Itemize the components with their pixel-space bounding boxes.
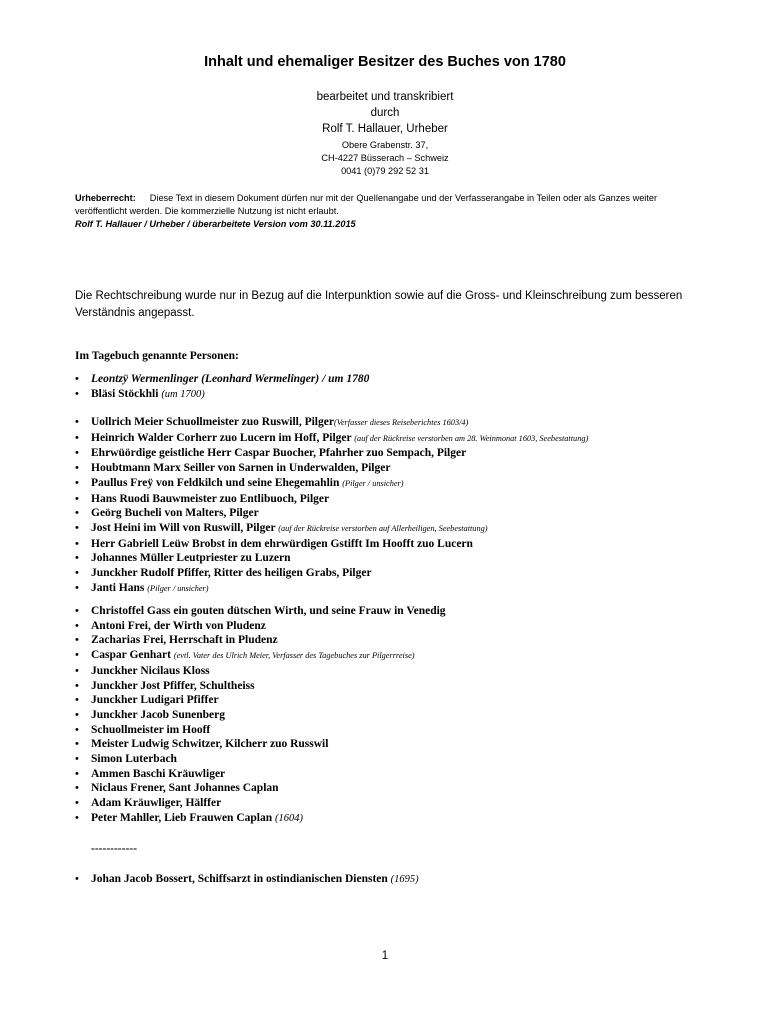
person-name: Caspar Genhart [91, 649, 171, 662]
bullet-icon: • [75, 521, 79, 534]
bullet-icon: • [75, 723, 79, 736]
list-item [75, 461, 755, 476]
list-item [75, 648, 755, 664]
person-note: (Pilger / unsicher) [342, 478, 404, 488]
list-item [75, 521, 755, 537]
list-item [75, 708, 755, 723]
bullet-icon: • [75, 416, 79, 428]
list-item [75, 679, 755, 694]
person-list-final [75, 872, 755, 888]
list-item [75, 372, 755, 387]
bullet-icon: • [75, 507, 79, 520]
list-item [75, 723, 755, 738]
person-name: Geörg Bucheli von Malters, Pilger [91, 507, 259, 520]
list-item [75, 415, 755, 431]
person-name: Leontzÿ Wermenlinger (Leonhard Wermelinger) / um 1780 [91, 373, 370, 385]
bullet-icon: • [75, 649, 79, 662]
list-item [75, 811, 755, 827]
bullet-icon: • [75, 782, 79, 795]
bullet-icon: • [75, 537, 79, 550]
list-item [75, 566, 755, 581]
list-item [75, 431, 755, 447]
person-list-group-1 [75, 372, 755, 402]
list-item [75, 767, 755, 782]
bullet-icon: • [75, 462, 79, 475]
list-item [75, 796, 755, 811]
address-line-3: 0041 (0)79 292 52 31 [341, 166, 429, 176]
list-item [75, 781, 755, 796]
document-title: Inhalt und ehemaliger Besitzer des Buches von 1780 [204, 54, 566, 70]
person-name: Peter Mahller, Lieb Frauwen Caplan [91, 811, 273, 824]
person-name: Jost Heini im Will von Ruswill, Pilger [91, 521, 276, 534]
bullet-icon: • [75, 767, 79, 780]
bullet-icon: • [75, 811, 79, 824]
bullet-icon: • [75, 708, 79, 721]
person-list-group-3 [75, 604, 755, 827]
person-name: Ammen Baschi Kräuwliger [91, 767, 226, 780]
person-name: Johan Jacob Bossert, Schiffsarzt in ostindianischen Diensten [91, 873, 388, 885]
separator-line: ------------ [91, 843, 137, 855]
bullet-icon: • [75, 634, 79, 647]
person-name: Junckher Jost Pfiffer, Schultheiss [91, 679, 255, 692]
person-note: (auf der Rückreise verstorben am 28. Weinmonat 1603, Seebestattung) [354, 433, 589, 443]
person-name: Heinrich Walder Corherr zuo Lucern im Hoff, Pilger [91, 431, 352, 444]
copyright-text: Diese Text in diesem Dokument dürfen nur mit der Quellenangabe und der Verfasserangabe in Teilen oder als Ganzes weiter veröffentlicht werden. Die kommerzielle Nutzung ist nicht erlaubt. [75, 193, 658, 216]
subtitle-line-2: durch [370, 107, 400, 119]
address-line-2: CH-4227 Büsserach – Schweiz [321, 153, 449, 163]
copyright-block [75, 192, 695, 231]
person-name: Adam Kräuwliger, Hälffer [91, 797, 222, 810]
bullet-icon: • [75, 738, 79, 751]
person-name: Meister Ludwig Schwitzer, Kilcherr zuo Russwil [91, 738, 329, 751]
list-item [75, 872, 755, 888]
person-note: (1695) [390, 874, 419, 885]
list-item [75, 752, 755, 767]
list-item [75, 581, 755, 597]
list-item [75, 476, 755, 492]
person-name: Junckher Jacob Sunenberg [91, 708, 225, 721]
bullet-icon: • [75, 567, 79, 580]
person-note: (Pilger / unsicher) [147, 583, 209, 593]
bullet-icon: • [75, 373, 79, 385]
person-note: (auf der Rückreise verstorben auf Allerheiligen, Seebestattung) [278, 523, 488, 533]
persons-heading: Im Tagebuch genannte Personen: [75, 350, 239, 362]
list-item [75, 387, 755, 403]
person-name: Uollrich Meier Schuollmeister zuo Ruswill, Pilger [91, 416, 334, 428]
person-name: Antoni Frei, der Wirth von Pludenz [91, 619, 266, 632]
person-name: Bläsi Stöckhli [91, 387, 159, 400]
person-name: Schuollmeister im Hooff [91, 723, 211, 736]
bullet-icon: • [75, 492, 79, 505]
person-name: Houbtmann Marx Seiller von Sarnen in Underwalden, Pilger [91, 462, 391, 475]
version-line: Rolf T. Hallauer / Urheber / überarbeitete Version vom 30.11.2015 [75, 219, 356, 229]
person-name: Junckher Nicilaus Kloss [91, 664, 210, 677]
bullet-icon: • [75, 387, 79, 400]
page-number: 1 [381, 950, 389, 962]
list-item [75, 619, 755, 634]
person-name: Janti Hans [91, 581, 145, 594]
list-item [75, 737, 755, 752]
list-item [75, 693, 755, 708]
person-name: Simon Luterbach [91, 753, 177, 766]
list-item [75, 537, 755, 552]
address-line-1: Obere Grabenstr. 37, [341, 140, 429, 150]
bullet-icon: • [75, 619, 79, 632]
person-name: Christoffel Gass ein gouten dütschen Wirth, und seine Frauw in Venedig [91, 605, 446, 617]
list-item [75, 551, 755, 566]
person-name: Herr Gabriell Leüw Brobst in dem ehrwürdigen Gstifft Im Hoofft zuo Lucern [91, 537, 473, 550]
person-note: (um 1700) [161, 388, 205, 400]
bullet-icon: • [75, 873, 79, 885]
bullet-icon: • [75, 605, 79, 617]
person-name: Hans Ruodi Bauwmeister zuo Entlibuoch, Pilger [91, 492, 330, 505]
list-item [75, 506, 755, 521]
bullet-icon: • [75, 694, 79, 707]
bullet-icon: • [75, 552, 79, 565]
list-item [75, 604, 755, 619]
bullet-icon: • [75, 476, 79, 489]
bullet-icon: • [75, 581, 79, 594]
subtitle-line-1: bearbeitet und transkribiert [316, 91, 454, 103]
bullet-icon: • [75, 753, 79, 766]
person-name: Junckher Rudolf Pfiffer, Ritter des heiligen Grabs, Pilger [91, 567, 372, 580]
bullet-icon: • [75, 664, 79, 677]
bullet-icon: • [75, 447, 79, 460]
person-name: Zacharias Frei, Herrschaft in Pludenz [91, 634, 278, 647]
subtitle-line-3: Rolf T. Hallauer, Urheber [322, 123, 448, 135]
copyright-label: Urheberrecht: [75, 193, 136, 203]
list-item [75, 492, 755, 507]
bullet-icon: • [75, 431, 79, 444]
person-list-group-2 [75, 415, 755, 596]
person-note: (evtl. Vater des Ulrich Meier, Verfasser des Tagebuches zur Pilgerrreise) [173, 651, 415, 661]
person-name: Ehrwüördige geistliche Herr Caspar Buocher, Pfahrher zuo Sempach, Pilger [91, 447, 467, 460]
bullet-icon: • [75, 679, 79, 692]
person-note: (1604) [275, 812, 303, 824]
person-note: (Verfasser dieses Reiseberichtes 1603/4) [333, 418, 469, 427]
person-name: Johannes Müller Leutpriester zu Luzern [91, 552, 291, 565]
person-name: Paullus Freÿ von Feldkilch und seine Ehegemahlin [91, 476, 340, 489]
list-item [75, 664, 755, 679]
list-item [75, 446, 755, 461]
bullet-icon: • [75, 797, 79, 810]
person-name: Junckher Ludigari Pfiffer [91, 694, 219, 707]
orthography-note: Die Rechtschreibung wurde nur in Bezug auf die Interpunktion sowie auf die Gross- und Kleinschreibung zum besseren Verständnis angepasst. [75, 290, 683, 319]
list-item [75, 633, 755, 648]
person-name: Niclaus Frener, Sant Johannes Caplan [91, 782, 279, 795]
